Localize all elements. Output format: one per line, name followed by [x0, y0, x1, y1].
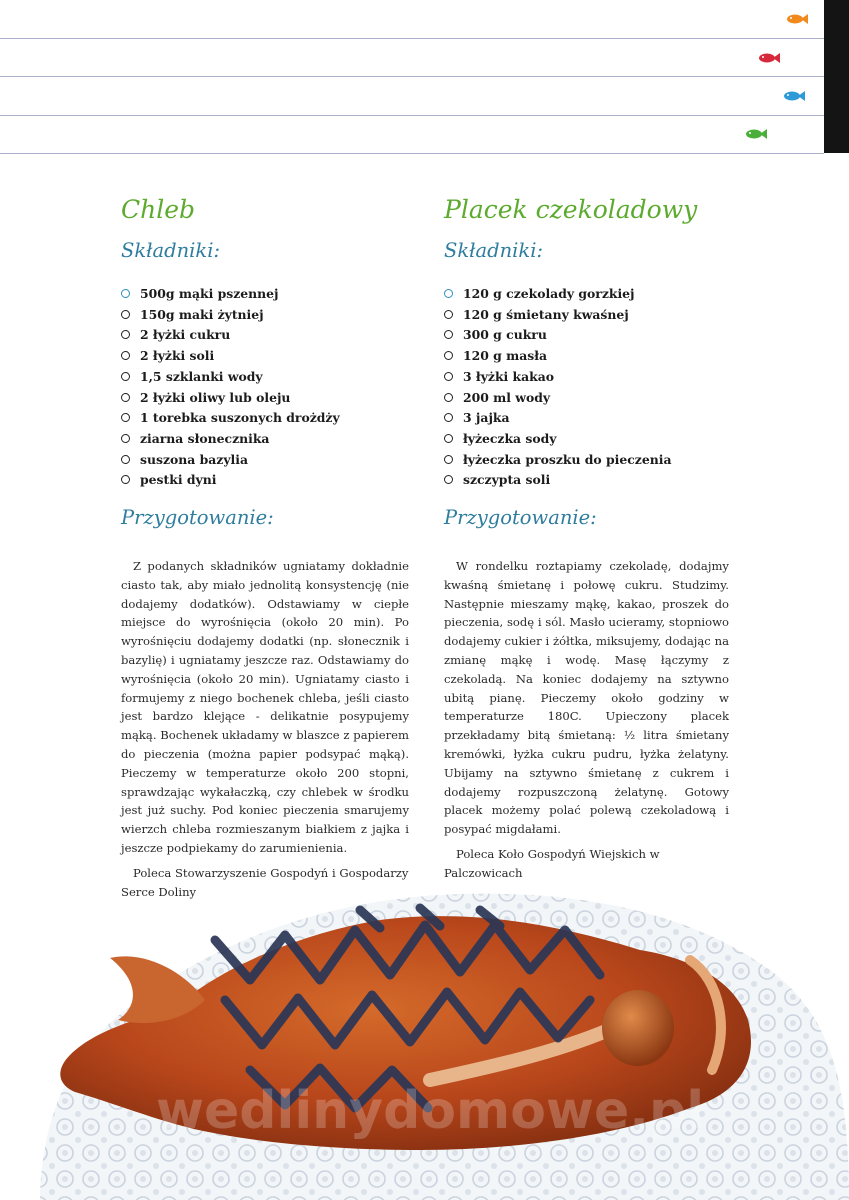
recipe-credit: Poleca Stowarzyszenie Gospodyń i Gospodarzy Serce Doliny [121, 865, 409, 899]
preparation-heading: Przygotowanie: [121, 506, 274, 530]
bullet-icon [121, 413, 130, 422]
fish-icon-blue [783, 90, 805, 102]
bullet-icon [444, 372, 453, 381]
bread-eye [602, 990, 674, 1066]
ingredient-item: 2 łyżki soli [121, 346, 409, 367]
tab-rule [0, 115, 824, 116]
fish-icon-red [758, 52, 780, 64]
tab-rule [0, 153, 824, 154]
bullet-icon [121, 434, 130, 443]
ingredient-item: 2 łyżki oliwy lub oleju [121, 388, 409, 409]
recipe-chleb [121, 190, 409, 901]
bullet-icon [444, 434, 453, 443]
ingredient-item: 300 g cukru [444, 325, 729, 346]
bullet-icon [444, 413, 453, 422]
ingredient-item: 1 torebka suszonych drożdży [121, 408, 409, 429]
ingredient-item: 120 g masła [444, 346, 729, 367]
fish-bread-photo [0, 880, 849, 1200]
ingredient-item: 2 łyżki cukru [121, 325, 409, 346]
bullet-icon [121, 455, 130, 464]
tab-rule [0, 38, 824, 39]
ingredients-heading: Składniki: [444, 239, 544, 262]
ingredient-item: 3 jajka [444, 408, 729, 429]
bullet-icon [121, 351, 130, 360]
preparation-paragraph: Z podanych składników ugniatamy dokładnie ciasto tak, aby miało jednolitą konsystencję (nie dodajemy dodatków). Odstawiamy w ciepłe miejsce do wyrośnięcia (około 20 min). Po wyrośnięciu dodajemy dodatki (np. słonecznik i bazylię) i ugniatamy jeszcze raz. Odstawiamy do wyrośnięcia (około 20 min). Ugniatamy ciasto i formujemy z niego bochenek chleba, jeśli ciasto jest bardzo klejące - delikatnie posypujemy mąką. Bochenek układamy w blaszce z papierem do pieczenia (można papier podsypać mąką). Pieczemy w temperaturze około 200 stopni, sprawdzając wykałaczką, czy chlebek w środku jest już suchy. Pod koniec pieczenia smarujemy wierzch chleba rozmieszanym białkiem z jajka i jeszcze podpiekamy do zarumienienia. [121, 559, 409, 855]
bullet-icon [444, 310, 453, 319]
fish-icon-green [745, 128, 767, 140]
ingredient-item: 120 g śmietany kwaśnej [444, 305, 729, 326]
ingredient-item: suszona bazylia [121, 450, 409, 471]
preparation-text [444, 557, 729, 883]
ingredient-item: 3 łyżki kakao [444, 367, 729, 388]
ingredient-item: 500g mąki pszennej [121, 284, 409, 305]
bullet-icon [121, 475, 130, 484]
ingredient-item: łyżeczka proszku do pieczenia [444, 450, 729, 471]
ingredients-list [121, 284, 409, 491]
right-edge-tab [824, 0, 849, 153]
bullet-icon [444, 351, 453, 360]
recipe-credit: Poleca Koło Gospodyń Wiejskich w Palczowicach [444, 846, 660, 880]
preparation-text [121, 557, 409, 901]
bullet-icon [444, 455, 453, 464]
bullet-icon [121, 310, 130, 319]
bullet-icon [444, 330, 453, 339]
ingredient-item: ziarna słonecznika [121, 429, 409, 450]
preparation-paragraph: W rondelku roztapiamy czekoladę, dodajmy kwaśną śmietanę i połowę cukru. Studzimy. Następnie mieszamy mąkę, kakao, proszek do pieczenia, sodę i sól. Masło ucieramy, stopniowo dodajemy cukier i żółtka, miksujemy, dodając na zmianę mąkę i wodę. Masę łączymy z czekoladą. Na koniec dodajemy na sztywno ubitą pianę. Pieczemy około godziny w temperaturze 180C. Upieczony placek przekładamy bitą śmietaną: ½ litra śmietany kremówki, łyżka cukru pudru, łyżka żelatyny. Ubijamy na sztywno śmietanę z cukrem i dodajemy rozpuszczoną żelatynę. Gotowy placek możemy polać polewą czekoladową i posypać migdałami. [444, 559, 729, 837]
bullet-icon [121, 393, 130, 402]
bullet-icon [121, 289, 130, 298]
bullet-icon [121, 372, 130, 381]
recipe-title: Placek czekoladowy [444, 195, 698, 224]
ingredient-item: łyżeczka sody [444, 429, 729, 450]
bullet-icon [444, 393, 453, 402]
ingredient-item: 1,5 szklanki wody [121, 367, 409, 388]
ingredient-item: pestki dyni [121, 470, 409, 491]
tab-rule [0, 76, 824, 77]
bullet-icon [444, 289, 453, 298]
recipe-title: Chleb [121, 195, 196, 224]
ingredient-item: szczypta soli [444, 470, 729, 491]
photo-watermark: wedlinydomowe.pl [155, 1081, 705, 1141]
ingredient-item: 120 g czekolady gorzkiej [444, 284, 729, 305]
preparation-heading: Przygotowanie: [444, 506, 597, 530]
ingredients-list [444, 284, 729, 491]
fish-icon-orange [786, 13, 808, 25]
ingredients-heading: Składniki: [121, 239, 221, 262]
recipe-placek-czekoladowy [444, 190, 729, 883]
ingredient-item: 200 ml wody [444, 388, 729, 409]
bullet-icon [121, 330, 130, 339]
bullet-icon [444, 475, 453, 484]
ingredient-item: 150g maki żytniej [121, 305, 409, 326]
